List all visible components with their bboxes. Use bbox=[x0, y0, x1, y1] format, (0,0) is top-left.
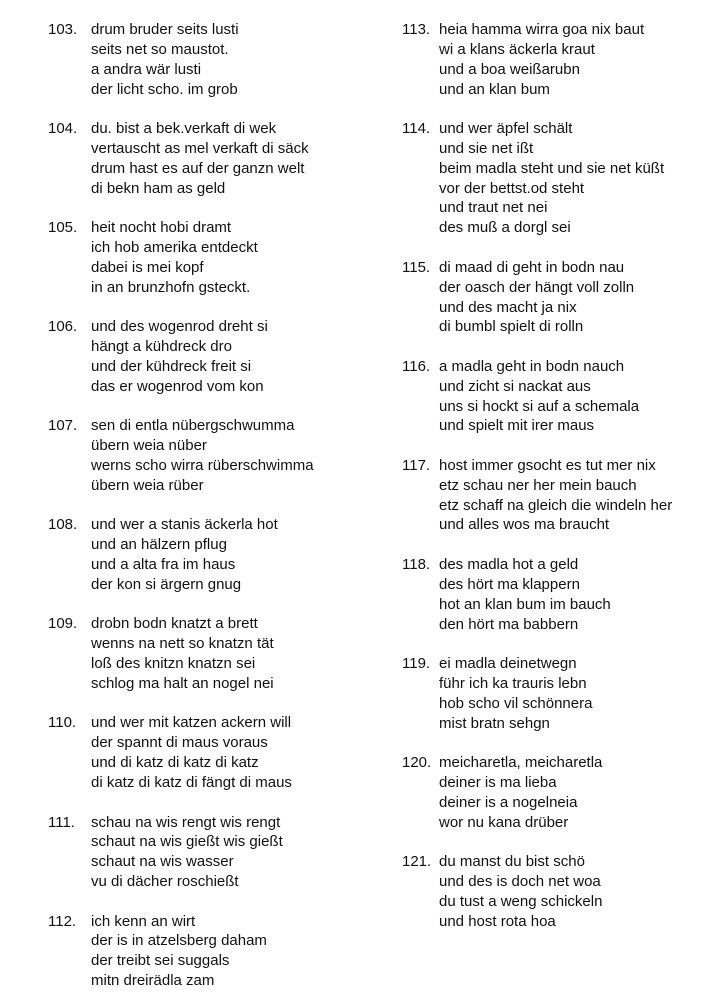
verse bbox=[44, 713, 374, 792]
verse bbox=[398, 753, 708, 832]
verse-lines bbox=[398, 119, 708, 238]
verse-lines bbox=[44, 218, 374, 297]
verse-lines bbox=[398, 654, 708, 733]
verse-line: ich kenn an wirt bbox=[91, 912, 196, 930]
verse-line: mitn dreirädla zam bbox=[91, 972, 215, 990]
verse-lines bbox=[44, 20, 374, 99]
verse bbox=[44, 317, 374, 396]
verse-line: der oasch der hängt voll zolln bbox=[439, 278, 635, 296]
verse-line: und des is doch net woa bbox=[439, 873, 601, 891]
verse-lines bbox=[44, 416, 374, 495]
verse-line: und des macht ja nix bbox=[439, 298, 577, 316]
verse-line: des muß a dorgl sei bbox=[439, 219, 571, 237]
verse-line: und zicht si nackat aus bbox=[439, 377, 591, 395]
verse-line: und sie net ißt bbox=[439, 139, 534, 157]
verse bbox=[398, 119, 708, 238]
verse-line: und wer mit katzen ackern will bbox=[91, 714, 292, 732]
verse-line: schlog ma halt an nogel nei bbox=[91, 674, 274, 692]
verse-line: loß des knitzn knatzn sei bbox=[91, 655, 256, 673]
verse-line: sen di entla nübergschwumma bbox=[91, 417, 295, 435]
verse-line: und an hälzern pflug bbox=[91, 536, 227, 554]
verse-line: uns si hockt si auf a schemala bbox=[439, 397, 640, 415]
verse-number: 119. bbox=[402, 655, 431, 673]
verse-line: vertauscht as mel verkaft di säck bbox=[91, 139, 309, 157]
verse-line: du manst du bist schö bbox=[439, 853, 585, 871]
verse-number: 110. bbox=[48, 714, 77, 732]
verse-line: beim madla steht und sie net küßt bbox=[439, 159, 665, 177]
verse-number: 109. bbox=[48, 615, 78, 633]
verse bbox=[44, 614, 374, 693]
verse-lines bbox=[398, 456, 708, 535]
verse-lines bbox=[398, 20, 708, 99]
verse-line: seits net so maustot. bbox=[91, 40, 229, 58]
verse-line: a madla geht in bodn nauch bbox=[439, 357, 625, 375]
verse-number: 121. bbox=[402, 853, 432, 871]
verse-line: deiner is ma lieba bbox=[439, 773, 557, 791]
verse-line: der spannt di maus voraus bbox=[91, 734, 268, 752]
verse-line: deiner is a nogelneia bbox=[439, 793, 578, 811]
verse-line: drobn bodn knatzt a brett bbox=[91, 615, 258, 633]
verse-number: 116. bbox=[402, 357, 431, 375]
verse-line: a andra wär lusti bbox=[91, 60, 202, 78]
verse-line: di bumbl spielt di rolln bbox=[439, 318, 584, 336]
verse-number: 104. bbox=[48, 120, 78, 138]
verse-line: mist bratn sehgn bbox=[439, 714, 550, 732]
verse-lines bbox=[44, 515, 374, 594]
verse-line: und a alta fra im haus bbox=[91, 556, 236, 573]
verse-line: der is in atzelsberg daham bbox=[91, 932, 267, 950]
verse-number: 108. bbox=[48, 516, 78, 534]
verse-line: du. bist a bek.verkaft di wek bbox=[91, 120, 277, 138]
verse-line: du tust a weng schickeln bbox=[439, 892, 603, 910]
verse-line: schau na wis rengt wis rengt bbox=[91, 813, 281, 831]
verse-line: vu di dächer roschießt bbox=[91, 873, 239, 891]
verse-line: und di katz di katz di katz bbox=[91, 754, 259, 772]
verse-line: etz schau ner her mein bauch bbox=[439, 476, 637, 494]
verse-number: 105. bbox=[48, 219, 78, 237]
verse-number: 115. bbox=[402, 258, 431, 276]
verse bbox=[44, 218, 374, 297]
verse-line: wenns na nett so knatzn tät bbox=[91, 635, 274, 653]
verse-line: in an brunzhofn gsteckt. bbox=[91, 278, 251, 296]
verse-line: dabei is mei kopf bbox=[91, 258, 204, 276]
verse-line: der treibt sei suggals bbox=[91, 952, 230, 970]
verse-line: der licht scho. im grob bbox=[91, 80, 238, 98]
verse-line: führ ich ka trauris lebn bbox=[439, 674, 587, 692]
verse-lines bbox=[44, 713, 374, 792]
verse-lines bbox=[398, 555, 708, 634]
verse-lines bbox=[44, 119, 374, 198]
verse-line: hot an klan bum im bauch bbox=[439, 595, 611, 613]
verse bbox=[398, 258, 708, 337]
verse-number: 107. bbox=[48, 417, 78, 435]
verse-line: drum hast es auf der ganzn welt bbox=[91, 159, 305, 177]
verse-lines bbox=[398, 753, 708, 832]
verse-number: 111. bbox=[48, 813, 75, 831]
verse bbox=[44, 119, 374, 198]
verse-line: und host rota hoa bbox=[439, 912, 556, 930]
verse-line: heia hamma wirra goa nix baut bbox=[439, 21, 645, 38]
verse-line: schaut na wis wasser bbox=[91, 853, 234, 871]
verse bbox=[44, 416, 374, 495]
verse-line: wi a klans äckerla kraut bbox=[439, 40, 595, 58]
verse-line: den hört ma babbern bbox=[439, 615, 579, 633]
right-column bbox=[398, 20, 708, 932]
verse-line: di bekn ham as geld bbox=[91, 179, 226, 197]
verse-number: 120. bbox=[402, 754, 432, 772]
verse bbox=[398, 654, 708, 733]
verse-number: 117. bbox=[402, 456, 431, 474]
verse-line: hängt a kühdreck dro bbox=[91, 338, 232, 356]
verse bbox=[398, 456, 708, 535]
verse-line: das er wogenrod vom kon bbox=[91, 377, 264, 395]
verse-line: und spielt mit irer maus bbox=[439, 417, 595, 435]
verse-lines bbox=[398, 258, 708, 337]
verse-number: 106. bbox=[48, 318, 78, 336]
verse-lines bbox=[398, 852, 708, 931]
verse bbox=[44, 515, 374, 594]
verse-line: der kon si ärgern gnug bbox=[91, 575, 242, 593]
verse-line: und der kühdreck freit si bbox=[91, 357, 252, 375]
verse-lines bbox=[398, 357, 708, 436]
verse bbox=[44, 20, 374, 99]
verse-number: 118. bbox=[402, 556, 431, 573]
verse-line: vor der bettst.od steht bbox=[439, 179, 585, 197]
verse-line: und alles wos ma braucht bbox=[439, 516, 610, 534]
verse-line: meicharetla, meicharetla bbox=[439, 754, 603, 772]
verse bbox=[398, 555, 708, 634]
left-column bbox=[44, 20, 374, 991]
verse-line: und wer äpfel schält bbox=[439, 120, 573, 138]
verse-number: 114. bbox=[402, 120, 431, 138]
verse-line: und des wogenrod dreht si bbox=[91, 318, 268, 336]
verse-line: heit nocht hobi dramt bbox=[91, 219, 232, 237]
verse bbox=[398, 852, 708, 931]
verse-line: drum bruder seits lusti bbox=[91, 21, 239, 38]
verse-line: übern weia nüber bbox=[91, 437, 207, 455]
verse-line: übern weia rüber bbox=[91, 476, 204, 494]
verse-line: und traut net nei bbox=[439, 199, 548, 217]
verse-line: ei madla deinetwegn bbox=[439, 655, 577, 673]
verse-number: 103. bbox=[48, 21, 78, 38]
verse-number: 113. bbox=[402, 21, 431, 38]
verse-lines bbox=[44, 614, 374, 693]
verse-line: di katz di katz di fängt di maus bbox=[91, 773, 292, 791]
verse-line: hob scho vil schönnera bbox=[439, 694, 593, 712]
verse bbox=[44, 912, 374, 991]
verse-line: host immer gsocht es tut mer nix bbox=[439, 456, 656, 474]
verse-line: etz schaff na gleich die windeln her bbox=[439, 496, 673, 514]
verse-line: wor nu kana drüber bbox=[439, 813, 569, 831]
verse-line: und a boa weißarubn bbox=[439, 60, 580, 78]
verse-line: und an klan bum bbox=[439, 80, 550, 98]
verse-line: des madla hot a geld bbox=[439, 556, 579, 573]
verse-line: des hört ma klappern bbox=[439, 575, 580, 593]
verse-line: und wer a stanis äckerla hot bbox=[91, 516, 278, 534]
verse bbox=[398, 357, 708, 436]
verse-lines bbox=[44, 912, 374, 991]
verse-number: 112. bbox=[48, 912, 77, 930]
verse bbox=[44, 813, 374, 892]
verse bbox=[398, 20, 708, 99]
verse-line: werns scho wirra rüberschwimma bbox=[91, 456, 314, 474]
verse-line: ich hob amerika entdeckt bbox=[91, 238, 258, 256]
verse-line: schaut na wis gießt wis gießt bbox=[91, 833, 283, 851]
verse-line: di maad di geht in bodn nau bbox=[439, 258, 625, 276]
verse-lines bbox=[44, 317, 374, 396]
verse-lines bbox=[44, 813, 374, 892]
